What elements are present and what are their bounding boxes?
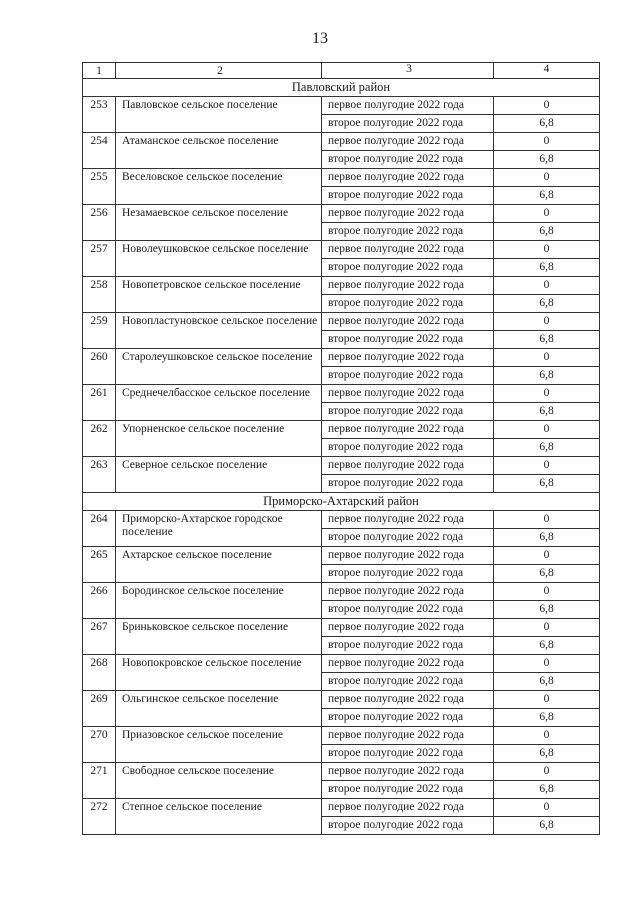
period-label: второе полугодие 2022 года [322, 475, 494, 493]
period-label: первое полугодие 2022 года [322, 241, 494, 259]
settlement-name: Ольгинское сельское поселение [116, 691, 322, 727]
settlement-name: Северное сельское поселение [116, 457, 322, 493]
row-number: 253 [83, 97, 116, 133]
settlement-name: Веселовское сельское поселение [116, 169, 322, 205]
period-label: первое полугодие 2022 года [322, 97, 494, 115]
rate-value: 0 [494, 313, 600, 331]
settlement-name: Новолеушковское сельское поселение [116, 241, 322, 277]
period-label: второе полугодие 2022 года [322, 529, 494, 547]
settlement-name: Приазовское сельское поселение [116, 727, 322, 763]
period-label: второе полугодие 2022 года [322, 817, 494, 835]
page-number: 13 [312, 30, 328, 47]
table-row [83, 97, 600, 115]
region-row [83, 493, 600, 511]
header-col-2: 2 [116, 63, 322, 79]
settlement-name: Новопокровское сельское поселение [116, 655, 322, 691]
rate-value: 6,8 [494, 403, 600, 421]
settlement-name: Бородинское сельское поселение [116, 583, 322, 619]
rate-value: 6,8 [494, 439, 600, 457]
row-number: 261 [83, 385, 116, 421]
settlement-name: Атаманское сельское поселение [116, 133, 322, 169]
settlement-name: Старолеушковское сельское поселение [116, 349, 322, 385]
rate-value: 0 [494, 511, 600, 529]
period-label: первое полугодие 2022 года [322, 421, 494, 439]
period-label: первое полугодие 2022 года [322, 349, 494, 367]
rate-value: 0 [494, 349, 600, 367]
table-row [83, 349, 600, 367]
row-number: 271 [83, 763, 116, 799]
settlement-name: Бриньковское сельское поселение [116, 619, 322, 655]
settlement-name: Новопетровское сельское поселение [116, 277, 322, 313]
region-row [83, 79, 600, 97]
rate-value: 0 [494, 547, 600, 565]
period-label: первое полугодие 2022 года [322, 583, 494, 601]
period-label: второе полугодие 2022 года [322, 709, 494, 727]
table-row [83, 763, 600, 781]
settlement-name: Свободное сельское поселение [116, 763, 322, 799]
period-label: второе полугодие 2022 года [322, 295, 494, 313]
table-row [83, 655, 600, 673]
period-label: второе полугодие 2022 года [322, 565, 494, 583]
rate-value: 6,8 [494, 475, 600, 493]
rate-value: 0 [494, 727, 600, 745]
rate-value: 6,8 [494, 709, 600, 727]
row-number: 270 [83, 727, 116, 763]
header-col-3: 3 [322, 63, 494, 79]
row-number: 258 [83, 277, 116, 313]
table-body [83, 63, 600, 835]
rate-value: 6,8 [494, 529, 600, 547]
rate-value: 0 [494, 277, 600, 295]
row-number: 266 [83, 583, 116, 619]
rate-value: 0 [494, 169, 600, 187]
rate-value: 6,8 [494, 817, 600, 835]
rate-value: 6,8 [494, 259, 600, 277]
period-label: первое полугодие 2022 года [322, 547, 494, 565]
table-row [83, 799, 600, 817]
region-name: Павловский район [83, 79, 600, 97]
table-row [83, 241, 600, 259]
rate-value: 6,8 [494, 295, 600, 313]
row-number: 263 [83, 457, 116, 493]
table-row [83, 727, 600, 745]
period-label: первое полугодие 2022 года [322, 457, 494, 475]
period-label: второе полугодие 2022 года [322, 151, 494, 169]
period-label: первое полугодие 2022 года [322, 727, 494, 745]
period-label: второе полугодие 2022 года [322, 331, 494, 349]
table-row [83, 691, 600, 709]
period-label: первое полугодие 2022 года [322, 313, 494, 331]
rate-value: 6,8 [494, 565, 600, 583]
rate-value: 0 [494, 385, 600, 403]
rate-value: 0 [494, 763, 600, 781]
table-row [83, 457, 600, 475]
period-label: первое полугодие 2022 года [322, 385, 494, 403]
rate-value: 0 [494, 133, 600, 151]
rate-value: 6,8 [494, 115, 600, 133]
rate-value: 0 [494, 619, 600, 637]
table-row [83, 547, 600, 565]
rate-value: 6,8 [494, 601, 600, 619]
settlement-name: Среднечелбасское сельское поселение [116, 385, 322, 421]
period-label: первое полугодие 2022 года [322, 133, 494, 151]
settlement-rates-table [82, 62, 600, 835]
row-number: 257 [83, 241, 116, 277]
table-row [83, 169, 600, 187]
rate-value: 6,8 [494, 367, 600, 385]
table-row [83, 421, 600, 439]
table-row [83, 313, 600, 331]
header-col-4: 4 [494, 63, 600, 79]
settlement-name: Незамаевское сельское поселение [116, 205, 322, 241]
row-number: 265 [83, 547, 116, 583]
period-label: первое полугодие 2022 года [322, 799, 494, 817]
settlement-name: Павловское сельское поселение [116, 97, 322, 133]
period-label: второе полугодие 2022 года [322, 601, 494, 619]
rate-value: 0 [494, 241, 600, 259]
row-number: 262 [83, 421, 116, 457]
settlement-name: Упорненское сельское поселение [116, 421, 322, 457]
rate-value: 6,8 [494, 223, 600, 241]
table-row [83, 619, 600, 637]
period-label: второе полугодие 2022 года [322, 223, 494, 241]
period-label: второе полугодие 2022 года [322, 403, 494, 421]
settlement-name: Ахтарское сельское поселение [116, 547, 322, 583]
row-number: 264 [83, 511, 116, 547]
period-label: второе полугодие 2022 года [322, 187, 494, 205]
period-label: второе полугодие 2022 года [322, 637, 494, 655]
period-label: первое полугодие 2022 года [322, 511, 494, 529]
rate-value: 6,8 [494, 151, 600, 169]
rate-value: 0 [494, 457, 600, 475]
rate-value: 0 [494, 655, 600, 673]
table-row [83, 133, 600, 151]
period-label: первое полугодие 2022 года [322, 655, 494, 673]
rate-value: 0 [494, 583, 600, 601]
header-row [83, 63, 600, 79]
rate-value: 0 [494, 205, 600, 223]
rate-value: 6,8 [494, 187, 600, 205]
period-label: второе полугодие 2022 года [322, 259, 494, 277]
row-number: 269 [83, 691, 116, 727]
period-label: первое полугодие 2022 года [322, 277, 494, 295]
rate-value: 6,8 [494, 745, 600, 763]
period-label: первое полугодие 2022 года [322, 619, 494, 637]
row-number: 268 [83, 655, 116, 691]
period-label: второе полугодие 2022 года [322, 439, 494, 457]
table-row [83, 583, 600, 601]
row-number: 254 [83, 133, 116, 169]
rate-value: 0 [494, 691, 600, 709]
rate-value: 6,8 [494, 781, 600, 799]
row-number: 260 [83, 349, 116, 385]
period-label: первое полугодие 2022 года [322, 169, 494, 187]
period-label: первое полугодие 2022 года [322, 763, 494, 781]
period-label: второе полугодие 2022 года [322, 673, 494, 691]
table-row [83, 277, 600, 295]
rate-value: 0 [494, 421, 600, 439]
period-label: первое полугодие 2022 года [322, 691, 494, 709]
period-label: первое полугодие 2022 года [322, 205, 494, 223]
rate-value: 0 [494, 799, 600, 817]
rate-value: 6,8 [494, 637, 600, 655]
settlement-name: Приморско-Ахтарское городское поселение [116, 511, 322, 547]
settlement-name: Новопластуновское сельское поселение [116, 313, 322, 349]
rate-value: 0 [494, 97, 600, 115]
period-label: второе полугодие 2022 года [322, 115, 494, 133]
header-col-1: 1 [83, 63, 116, 79]
table-row [83, 385, 600, 403]
table-row [83, 511, 600, 529]
period-label: второе полугодие 2022 года [322, 745, 494, 763]
rate-value: 6,8 [494, 673, 600, 691]
row-number: 259 [83, 313, 116, 349]
row-number: 272 [83, 799, 116, 835]
period-label: второе полугодие 2022 года [322, 367, 494, 385]
settlement-name: Степное сельское поселение [116, 799, 322, 835]
region-name: Приморско-Ахтарский район [83, 493, 600, 511]
table-row [83, 205, 600, 223]
row-number: 267 [83, 619, 116, 655]
row-number: 255 [83, 169, 116, 205]
period-label: второе полугодие 2022 года [322, 781, 494, 799]
row-number: 256 [83, 205, 116, 241]
rate-value: 6,8 [494, 331, 600, 349]
